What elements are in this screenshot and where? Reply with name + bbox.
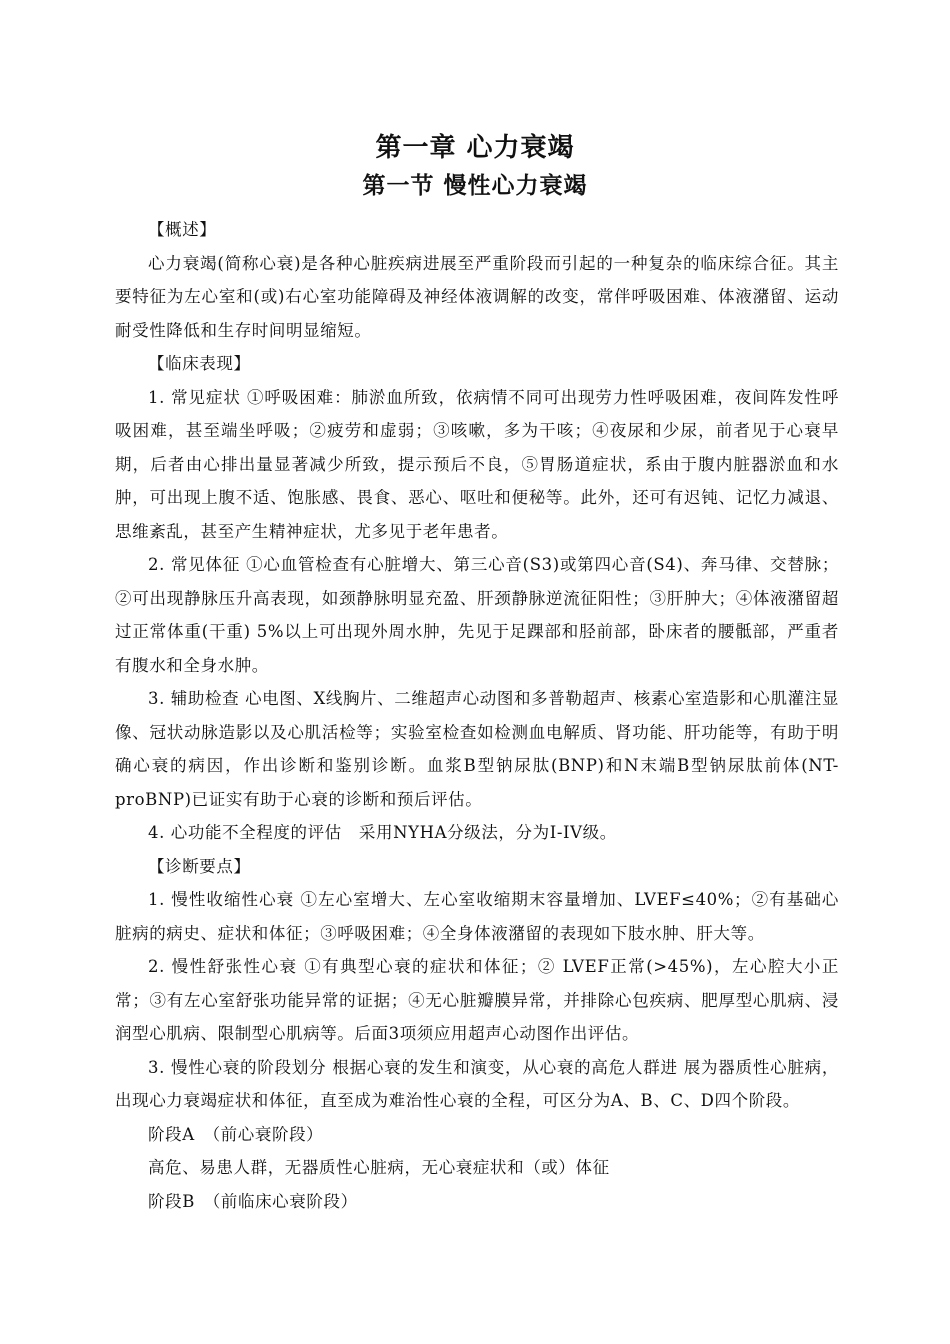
paragraph-systolic-hf: 1. 慢性收缩性心衰 ①左心室增大、左心室收缩期末容量增加、LVEF≤40%；②有基础心脏病的病史、症状和体征；③呼吸困难；④全身体液潴留的表现如下肢水肿、肝大等。 [115, 890, 839, 943]
section-title: 第一节 慢性心力衰竭 [362, 172, 588, 199]
paragraph-common-signs: 2. 常见体征 ①心血管检查有心脏增大、第三心音(S3)或第四心音(S4)、奔马律、交替脉；②可出现静脉压升高表现，如颈静脉明显充盈、肝颈静脉逆流征阳性；③肝肿大；④体液潴留超过正常体重(干重) 5%以上可出现外周水肿，先见于足踝部和胫前部，卧床者的腰骶部，严重者有腹水和全身水肿。 [115, 555, 839, 675]
heading-clinical-manifestations: 【临床表现】 [148, 354, 251, 373]
chapter-title: 第一章 心力衰竭 [375, 133, 575, 163]
paragraph-auxiliary-exams: 3. 辅助检查 心电图、X线胸片、二维超声心动图和多普勒超声、核素心室造影和心肌灌注显像、冠状动脉造影以及心肌活检等；实验室检查如检测血电解质、肾功能、肝功能等，有助于明确心衰的病因，作出诊断和鉴别诊断。血浆B型钠尿肽(BNP)和N末端B型钠尿肽前体(NT-proBNP)已证实有助于心衰的诊断和预后评估。 [115, 689, 839, 809]
document-body [115, 213, 839, 1218]
paragraph-stage-a-desc: 高危、易患人群，无器质性心脏病，无心衰症状和（或）体征 [148, 1158, 610, 1177]
heading-diagnosis-points: 【诊断要点】 [148, 856, 251, 876]
paragraph-stage-b: 阶段B （前临床心衰阶段） [148, 1191, 358, 1211]
paragraph-stage-a: 阶段A （前心衰阶段） [148, 1124, 324, 1144]
paragraph-diastolic-hf: 2. 慢性舒张性心衰 ①有典型心衰的症状和体征；② LVEF正常(>45%)，左心腔大小正常；③有左心室舒张功能异常的证据；④无心脏瓣膜异常，并排除心包疾病、肥厚型心肌病、浸润型心肌病、限制型心肌病等。后面3项须应用超声心动图作出评估。 [115, 957, 839, 1043]
paragraph-overview: 心力衰竭(简称心衰)是各种心脏疾病进展至严重阶段而引起的一种复杂的临床综合征。其主要特征为左心室和(或)右心室功能障碍及神经体液调解的改变，常伴呼吸困难、体液潴留、运动耐受性降低和生存时间明显缩短。 [115, 253, 839, 340]
paragraph-function-assessment: 4. 心功能不全程度的评估 采用NYHA分级法，分为I-IV级。 [148, 823, 617, 842]
paragraph-common-symptoms: 1. 常见症状 ①呼吸困难：肺淤血所致，依病情不同可出现劳力性呼吸困难，夜间阵发性呼吸困难，甚至端坐呼吸；②疲劳和虚弱；③咳嗽，多为干咳；④夜尿和少尿，前者见于心衰早期，后者由心排出量显著减少所致，提示预后不良，⑤胃肠道症状，系由于腹内脏器淤血和水肿，可出现上腹不适、饱胀感、畏食、恶心、呕吐和便秘等。此外，还可有迟钝、记忆力减退、思维紊乱，甚至产生精神症状，尤多见于老年患者。 [115, 387, 839, 541]
heading-overview: 【概述】 [148, 220, 217, 239]
paragraph-stage-division: 3. 慢性心衰的阶段划分 根据心衰的发生和演变，从心衰的高危人群进 展为器质性心脏病，出现心力衰竭症状和体征，直至成为难治性心衰的全程，可区分为A、B、C、D四个阶段。 [115, 1057, 839, 1110]
